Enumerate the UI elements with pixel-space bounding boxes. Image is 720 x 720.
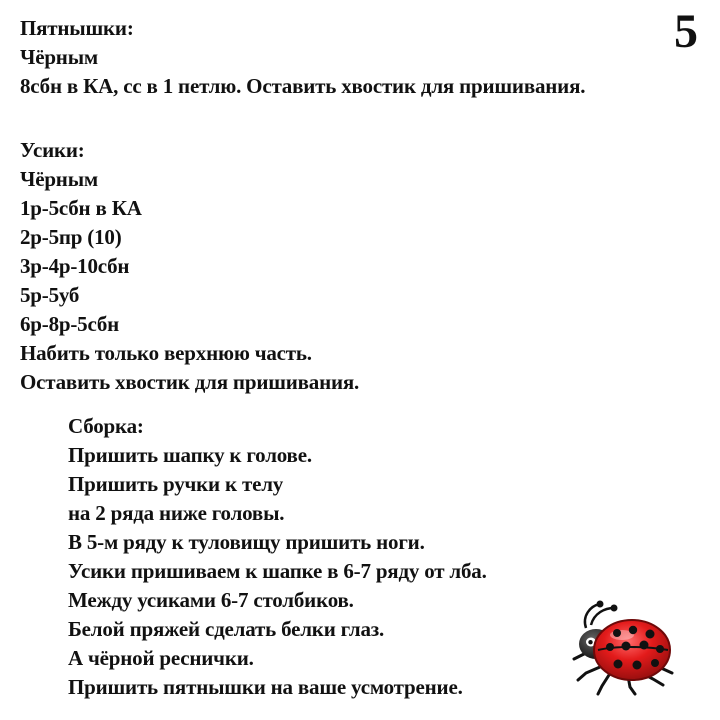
section-antennae-line: Набить только верхнюю часть. <box>20 341 312 365</box>
section-assembly <box>68 412 487 702</box>
section-spots-line: 8сбн в КА, сс в 1 петлю. Оставить хвостик для пришивания. <box>20 74 586 98</box>
section-spots <box>20 14 585 101</box>
section-assembly-line: А чёрной реснички. <box>68 646 254 670</box>
section-antennae-line: 2р-5пр (10) <box>20 225 122 249</box>
section-antennae-line: Оставить хвостик для пришивания. <box>20 370 360 394</box>
section-assembly-line: Усики пришиваем к шапке в 6-7 ряду от лба. <box>68 559 487 583</box>
section-spots-title: Пятнышки: <box>20 16 134 40</box>
section-assembly-line: Пришить ручки к телу <box>68 472 284 496</box>
section-assembly-title: Сборка: <box>68 414 144 438</box>
section-antennae-line: Чёрным <box>20 167 99 191</box>
section-assembly-line: В 5-м ряду к туловищу пришить ноги. <box>68 530 425 554</box>
section-antennae-line: 1р-5сбн в КА <box>20 196 142 220</box>
ladybug-icon <box>560 596 678 698</box>
section-assembly-line: Пришить шапку к голове. <box>68 443 312 467</box>
section-assembly-line: Между усиками 6-7 столбиков. <box>68 588 354 612</box>
section-spots-line: Чёрным <box>20 45 99 69</box>
section-antennae-title: Усики: <box>20 138 85 162</box>
section-antennae <box>20 136 359 397</box>
section-assembly-line: на 2 ряда ниже головы. <box>68 501 285 525</box>
section-assembly-line: Белой пряжей сделать белки глаз. <box>68 617 385 641</box>
section-antennae-line: 3р-4р-10сбн <box>20 254 130 278</box>
section-antennae-line: 6р-8р-5сбн <box>20 312 120 336</box>
section-antennae-line: 5р-5уб <box>20 283 80 307</box>
section-assembly-line: Пришить пятнышки на ваше усмотрение. <box>68 675 463 699</box>
page-number: 5 <box>674 5 698 58</box>
